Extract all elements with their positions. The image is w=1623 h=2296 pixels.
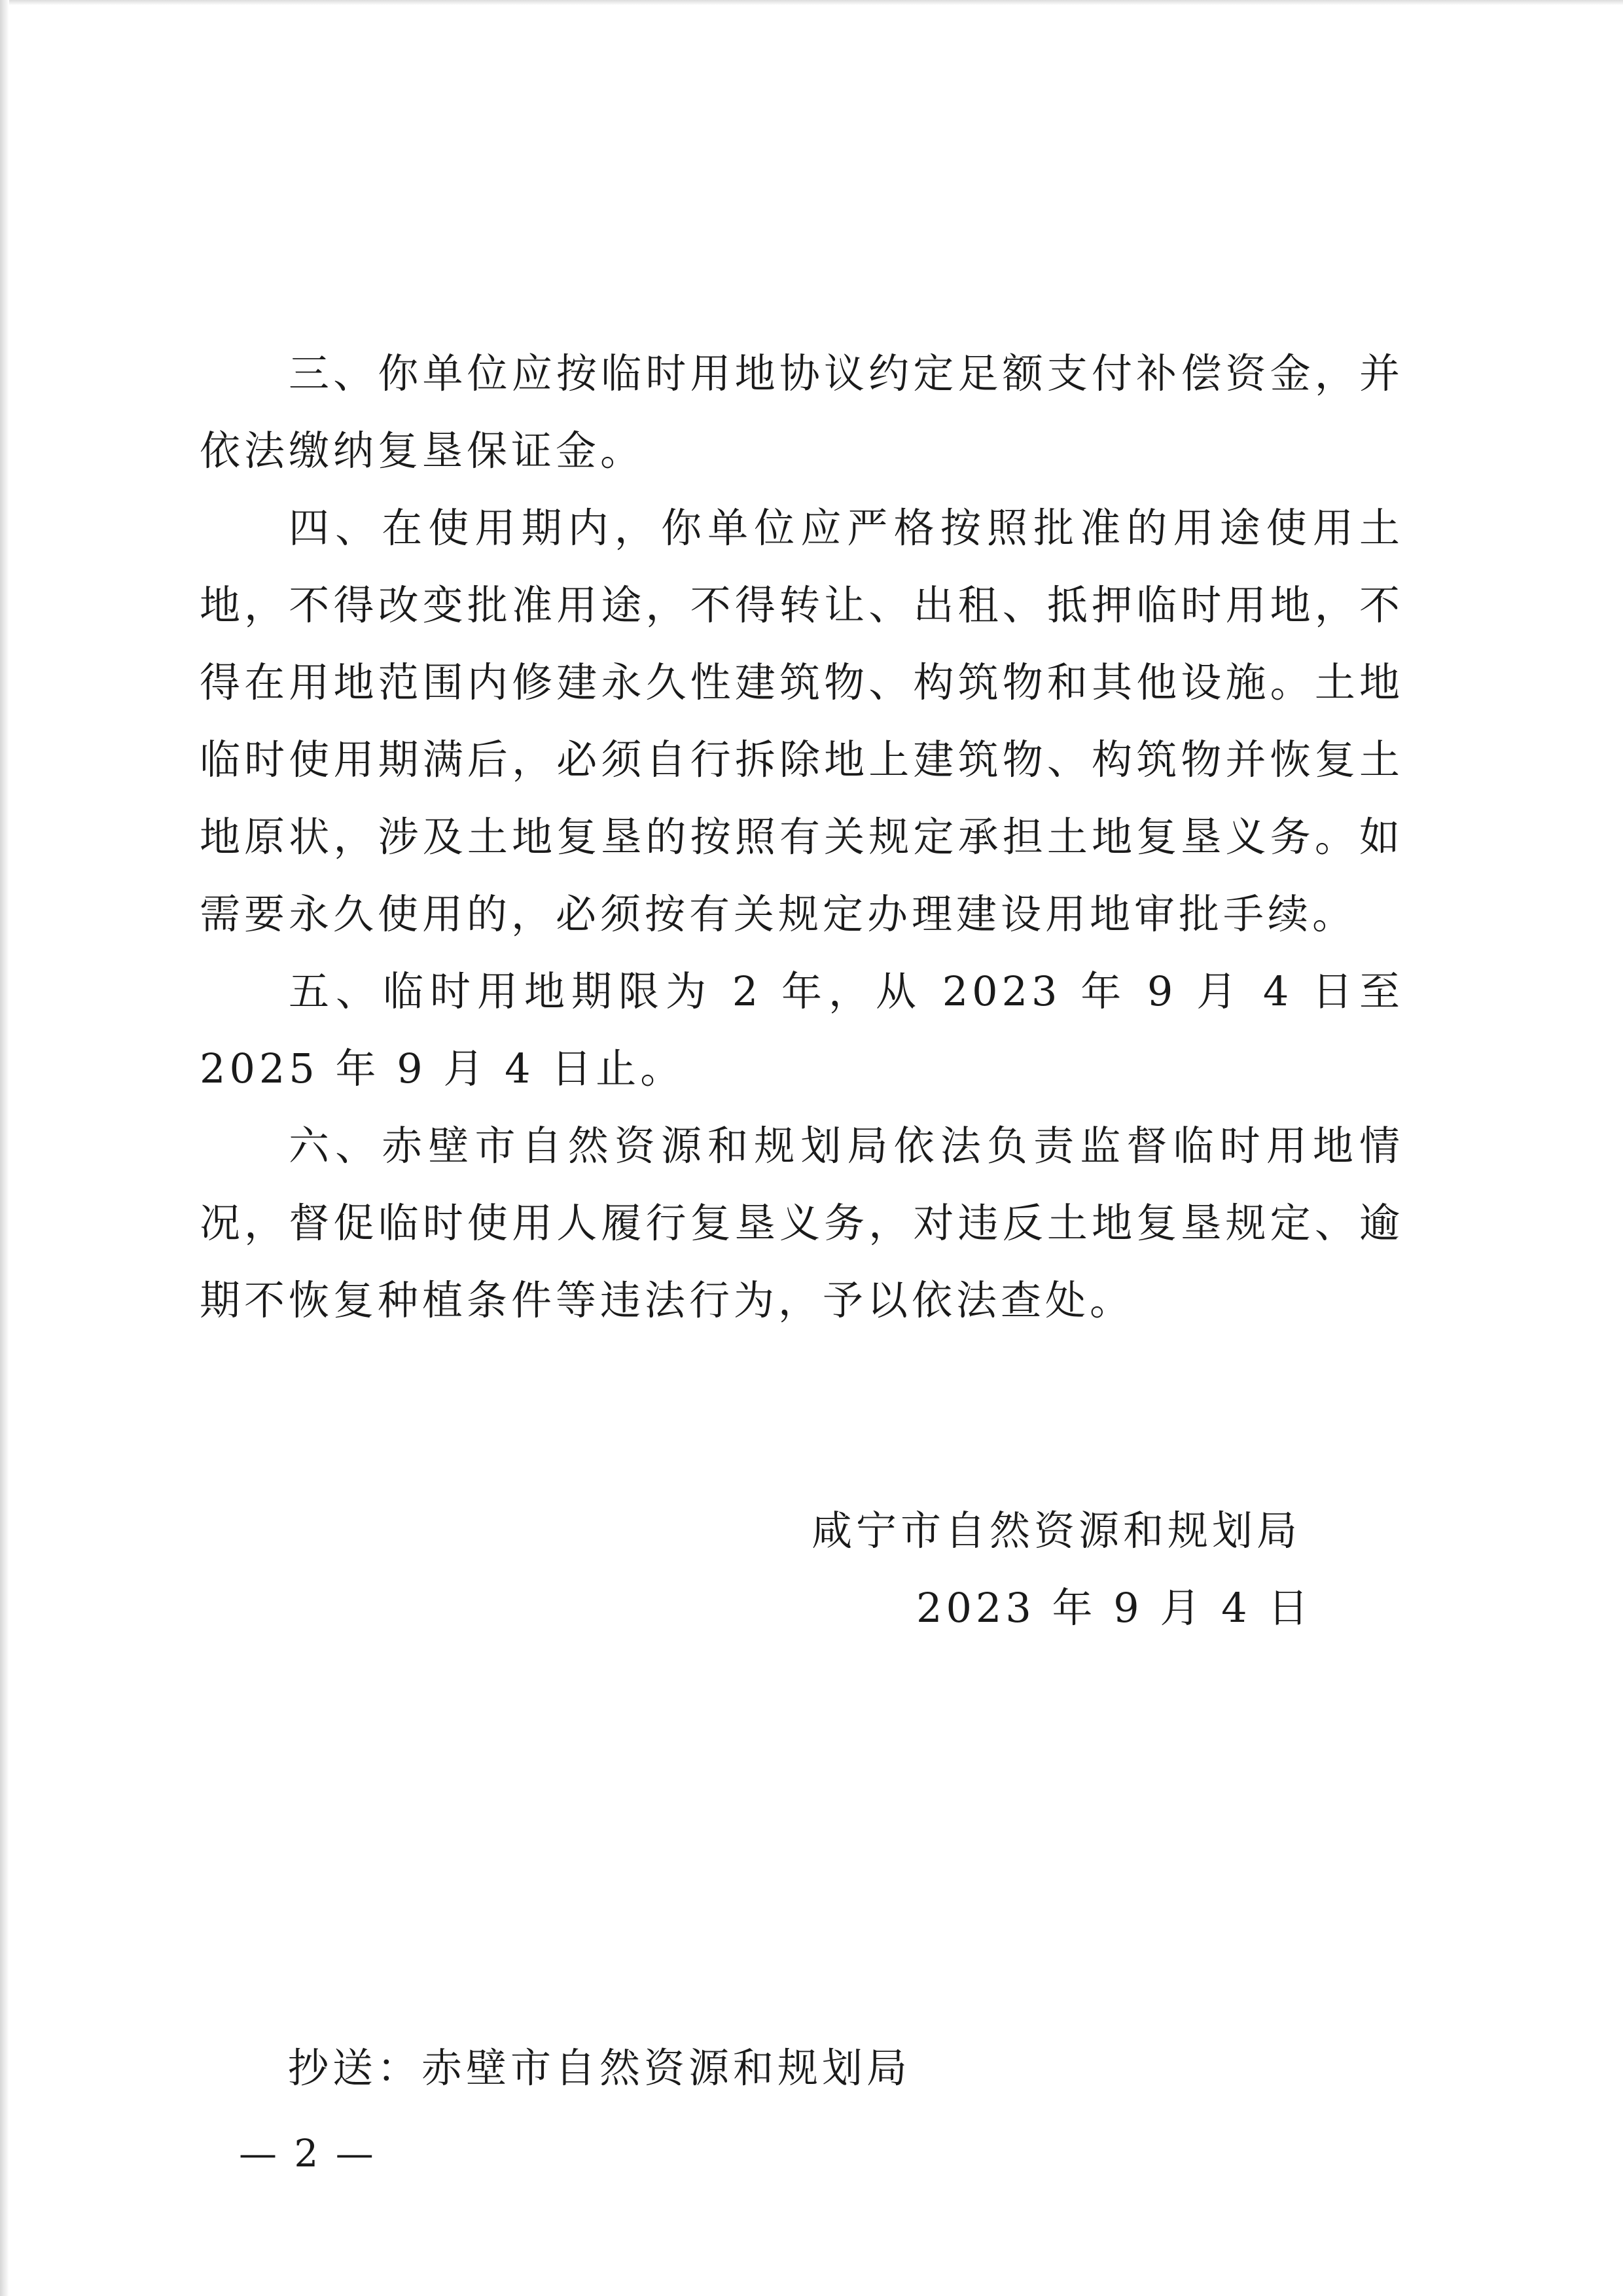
- document-body: [200, 335, 1404, 1339]
- scan-left-edge: [0, 0, 9, 2296]
- issue-date: 2023 年 9 月 4 日: [916, 1584, 1313, 1632]
- paragraph-five: 五、临时用地期限为 2 年，从 2023 年 9 月 4 日至 2025 年 9 月 4 日止。: [200, 967, 1404, 1092]
- carbon-copy-line: 抄送：赤壁市自然资源和规划局: [288, 2044, 912, 2092]
- paragraph-six: 六、赤壁市自然资源和规划局依法负责监督临时用地情况，督促临时使用人履行复垦义务，对违反土地复垦规定、逾期不恢复种植条件等违法行为，予以依法查处。: [200, 1122, 1404, 1324]
- page-number: — 2 —: [239, 2131, 376, 2176]
- paragraph-three: 三、你单位应按临时用地协议约定足额支付补偿资金，并依法缴纳复垦保证金。: [200, 350, 1404, 475]
- scan-top-edge: [0, 0, 1623, 5]
- issuing-organization: 咸宁市自然资源和规划局: [812, 1507, 1302, 1554]
- paragraph-four: 四、在使用期内，你单位应严格按照批准的用途使用土地，不得改变批准用途，不得转让、出租、抵押临时用地，不得在用地范围内修建永久性建筑物、构筑物和其他设施。土地临时使用期满后，必须自行拆除地上建筑物、构筑物并恢复土地原状，涉及土地复垦的按照有关规定承担土地复垦义务。如需要永久使用的，必须按有关规定办理建设用地审批手续。: [200, 504, 1404, 938]
